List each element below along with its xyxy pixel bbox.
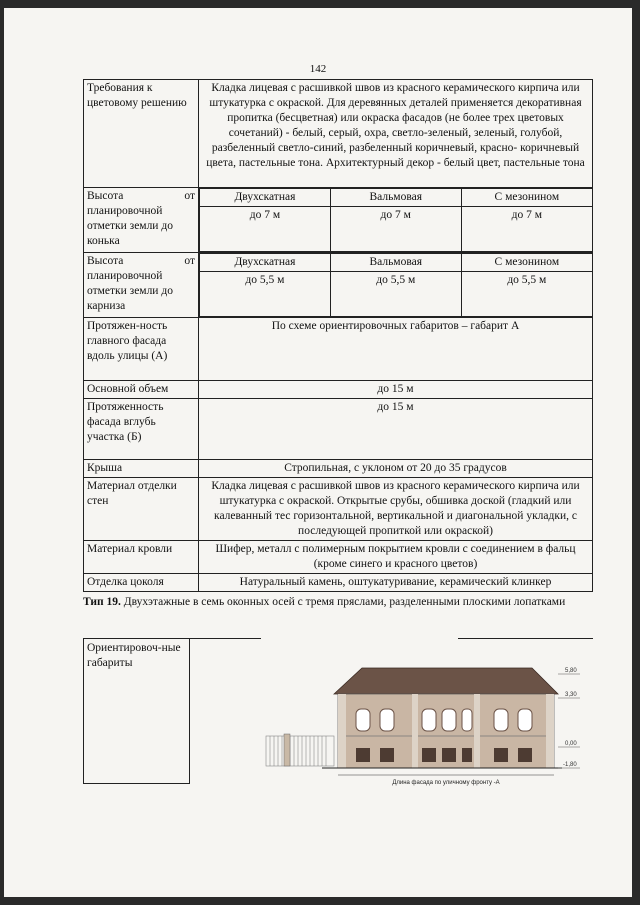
roofing-label: Материал кровли <box>84 541 199 574</box>
facade-length-caption: Длина фасада по уличному фронту -А <box>392 780 500 786</box>
ridge-height-values <box>199 188 593 253</box>
roof-label: Крыша <box>84 460 199 478</box>
walls-label: Материал отделки стен <box>84 478 199 541</box>
cornice-label-rest: планировочной отметки земли до карниза <box>87 270 173 312</box>
roofing-text: Шифер, металл с полимерным покрытием кровли с соединением в фальц (кроме синего и красного цветов) <box>199 541 593 574</box>
ridge-value-3: до 7 м <box>461 207 592 252</box>
orient-top-line-right <box>458 638 593 639</box>
level-0-00: 0,00 <box>565 741 577 747</box>
row-facade-length <box>84 318 593 381</box>
roof-text: Стропильная, с уклоном от 20 до 35 градусов <box>199 460 593 478</box>
row-ridge-height <box>84 188 593 253</box>
cornice-type-3: С мезонином <box>461 254 592 272</box>
house-drawing <box>322 668 562 768</box>
ridge-type-3: С мезонином <box>461 189 592 207</box>
cornice-type-1: Двухскатная <box>200 254 331 272</box>
ridge-value-2: до 7 м <box>330 207 461 252</box>
page-number: 142 <box>309 63 327 75</box>
depth-text: до 15 м <box>199 399 593 460</box>
plinth-label: Отделка цоколя <box>84 574 199 592</box>
level-3-30: 3,30 <box>565 692 577 698</box>
row-depth <box>84 399 593 460</box>
type19-text: Двухэтажные в семь оконных осей с тремя пряслами, разделенными плоскими лопатками <box>123 596 566 608</box>
main-volume-label: Основной объем <box>84 381 199 399</box>
row-roof <box>84 460 593 478</box>
facade-length-text: По схеме ориентировочных габаритов – габарит А <box>199 318 593 381</box>
ridge-label-a: Высота <box>87 190 124 202</box>
depth-label: Протяженность фасада вглубь участка (Б) <box>84 399 199 460</box>
level-marks <box>558 668 580 768</box>
row-cornice-height <box>84 253 593 318</box>
cornice-label-a: Высота <box>87 255 124 267</box>
level-5-80: 5,80 <box>565 668 577 674</box>
cornice-value-2: до 5,5 м <box>330 272 461 317</box>
row-walls <box>84 478 593 541</box>
color-label: Требования к цветовому решению <box>84 80 199 188</box>
orient-label: Ориентировоч-ные габариты <box>87 642 181 669</box>
ridge-type-2: Вальмовая <box>330 189 461 207</box>
ridge-label-b: от <box>184 190 195 202</box>
main-volume-text: до 15 м <box>199 381 593 399</box>
type19-heading <box>83 595 593 610</box>
row-color <box>84 80 593 188</box>
ridge-label-rest: планировочной отметки земли до конька <box>87 205 173 247</box>
walls-text: Кладка лицевая с расшивкой швов из красного керамического кирпича или штукатурка с окраской. Открытые срубы, обшивка доской (гладкий или калеванный тес горизонтальной, вертикальной и диагональной укладки, с последующей пропиткой или окраской) <box>199 478 593 541</box>
plinth-text: Натуральный камень, оштукатуривание, керамический клинкер <box>199 574 593 592</box>
orient-label-cell <box>83 638 190 784</box>
type19-title: Тип 19. <box>83 596 121 608</box>
color-text: Кладка лицевая с расшивкой швов из красного керамического кирпича или штукатурка с окраской. Для деревянных деталей применяется декоративная пропитка (бесцветная) или окраска фасадов (не более трех цветовых сочетаний) - белый, серый, охра, светло-зеленый, зеленый, голубой, разбеленный светло-синий, разбеленный коричневый, красно- коричневый цвета, пастельные тона. Архитектурный декор - белый цвет, пастельные тона <box>199 80 593 188</box>
cornice-height-label <box>84 253 199 318</box>
fence-drawing <box>266 734 334 766</box>
level-minus-1-80: -1,80 <box>563 762 577 768</box>
ridge-height-label <box>84 188 199 253</box>
row-roofing <box>84 541 593 574</box>
ridge-value-1: до 7 м <box>200 207 331 252</box>
facade-drawing <box>262 660 592 790</box>
cornice-value-1: до 5,5 м <box>200 272 331 317</box>
ridge-type-1: Двухскатная <box>200 189 331 207</box>
cornice-height-values <box>199 253 593 318</box>
cornice-type-2: Вальмовая <box>330 254 461 272</box>
cornice-label-b: от <box>184 255 195 267</box>
row-plinth <box>84 574 593 592</box>
row-main-volume <box>84 381 593 399</box>
cornice-value-3: до 5,5 м <box>461 272 592 317</box>
facade-length-label: Протяжен-ность главного фасада вдоль улицы (А) <box>84 318 199 381</box>
requirements-table <box>83 79 593 592</box>
